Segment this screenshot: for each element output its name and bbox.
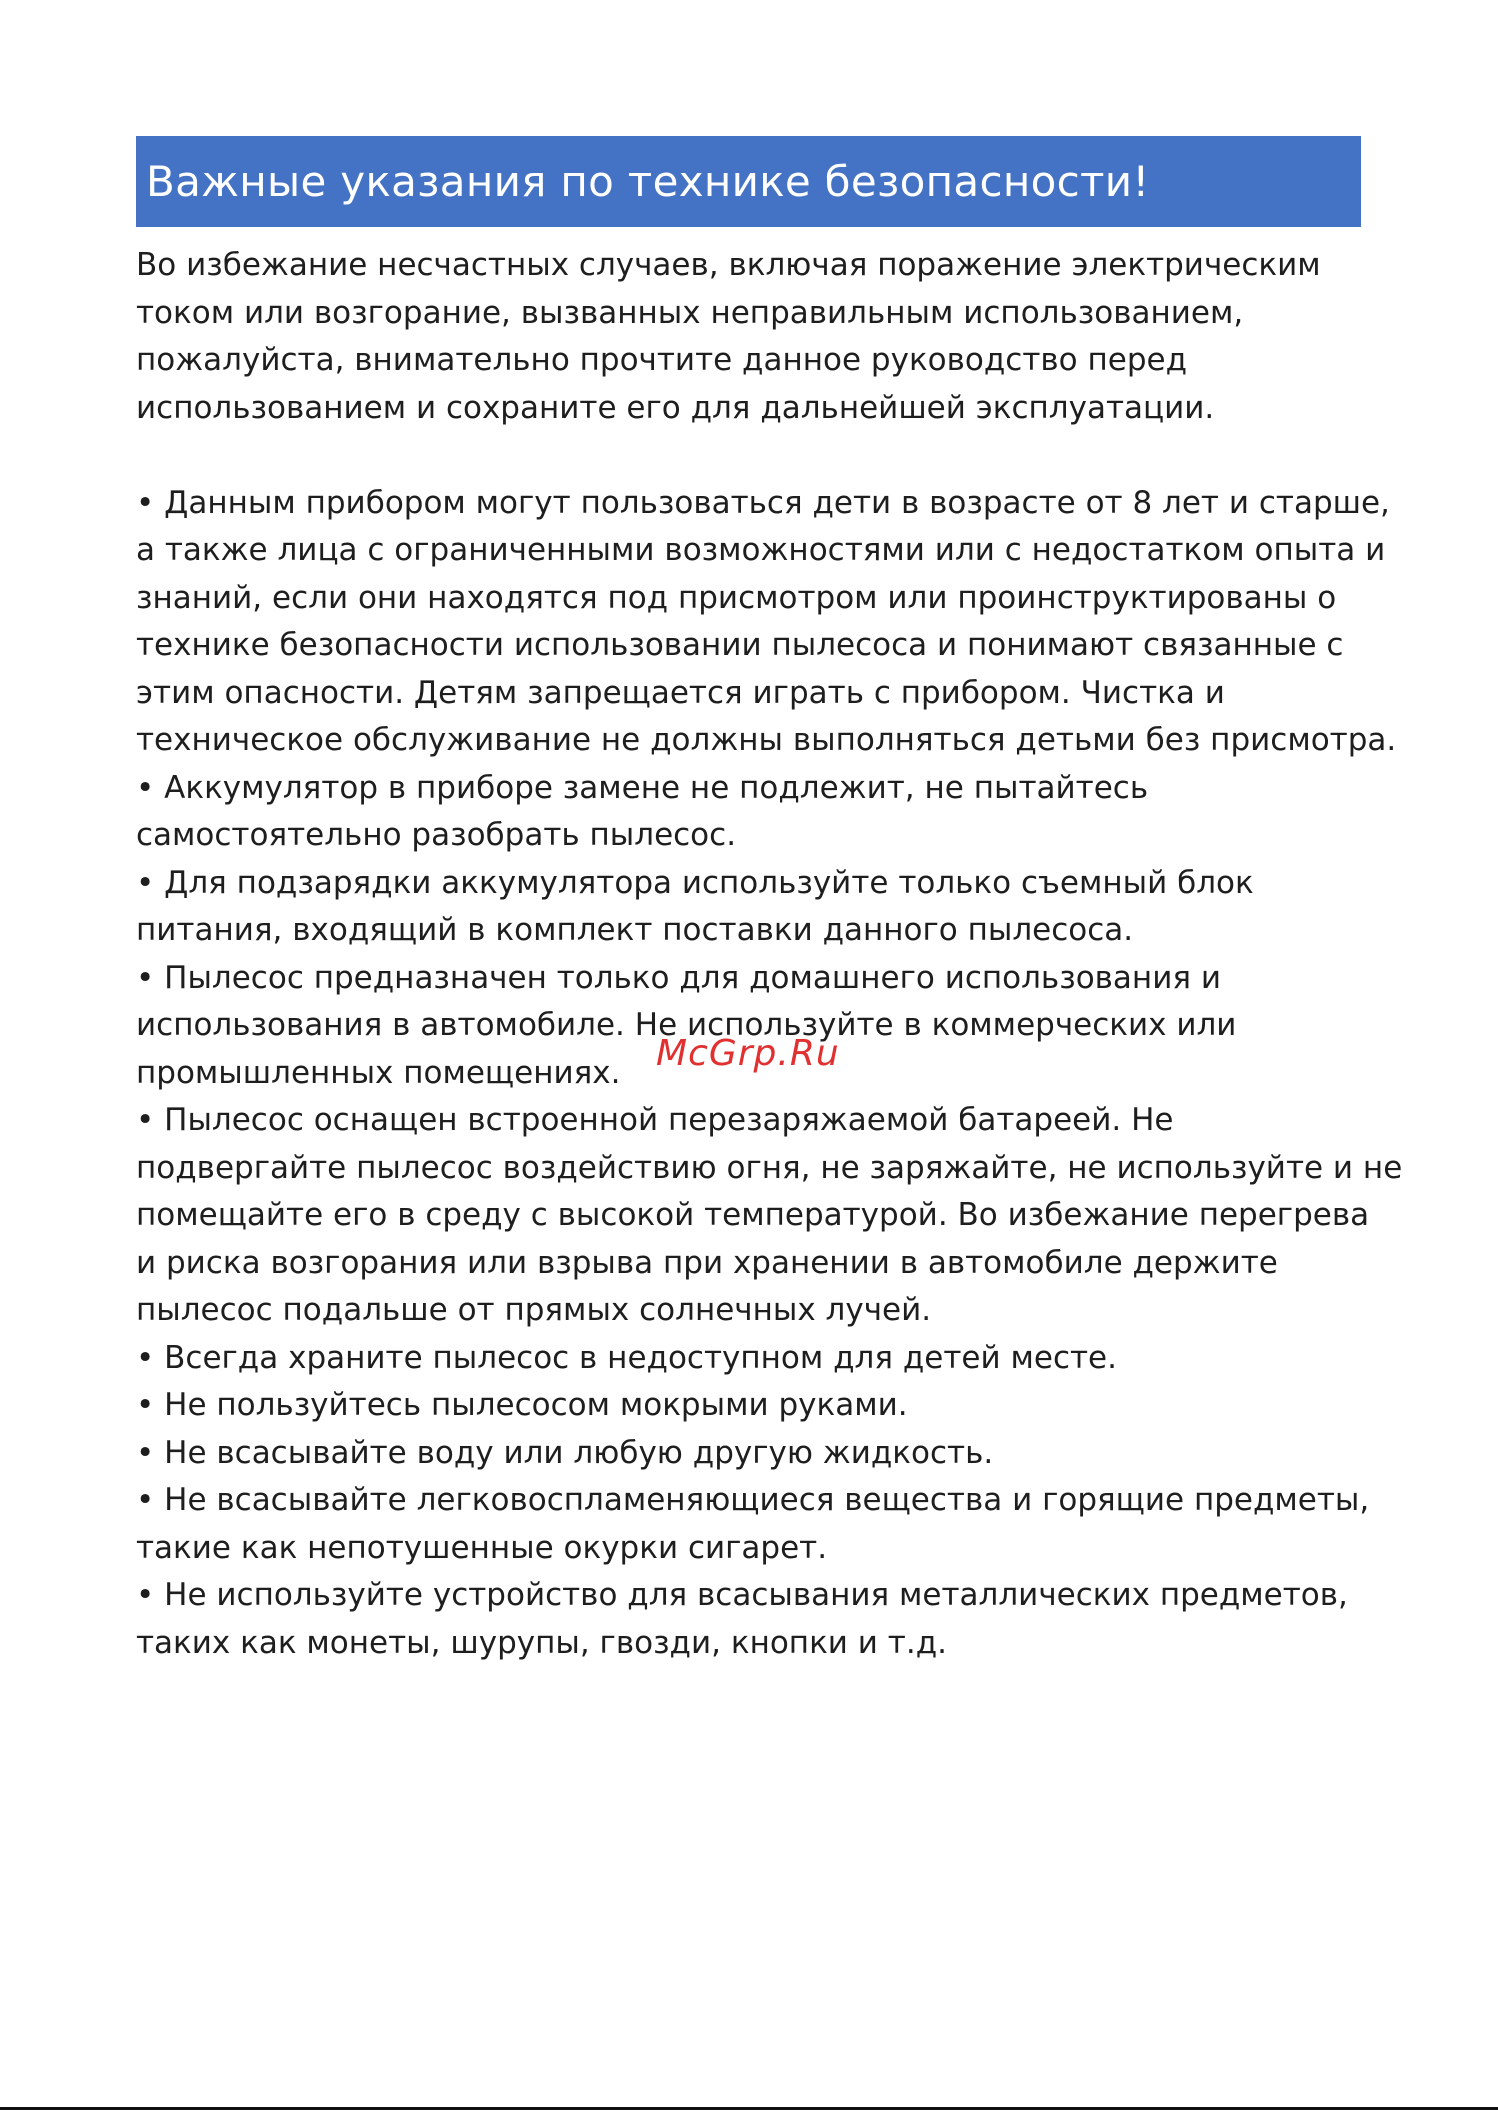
intro-line: пожалуйста, внимательно прочтите данное руководство перед <box>136 342 1188 378</box>
bullet-line: технике безопасности использовании пылесоса и понимают связанные с <box>136 627 1344 663</box>
bullet-line: подвергайте пылесос воздействию огня, не заряжайте, не используйте и не <box>136 1149 1403 1186</box>
bullet-line: самостоятельно разобрать пылесос. <box>136 817 737 853</box>
bullet-line: • Пылесос оснащен встроенной перезаряжаемой батареей. Не <box>136 1102 1174 1138</box>
bullet-line: техническое обслуживание не должны выполняться детьми без присмотра. <box>136 722 1397 758</box>
bullet-line: а также лица с ограниченными возможностями или с недостатком опыта и <box>136 532 1386 568</box>
bullet-line: • Пылесос предназначен только для домашнего использования и <box>136 959 1221 996</box>
bullet-line: знаний, если они находятся под присмотром или проинструктированы о <box>136 579 1337 616</box>
intro-line: Во избежание несчастных случаев, включая поражение электрическим <box>136 247 1321 283</box>
bullet-line: • Для подзарядки аккумулятора используйте только съемный блок <box>136 864 1254 901</box>
watermark-text: McGrp.Ru <box>656 1033 840 1074</box>
safety-text-body <box>136 242 1403 1667</box>
bullet-line: • Не используйте устройство для всасывания металлических предметов, <box>136 1577 1348 1613</box>
section-title: Важные указания по технике безопасности! <box>146 156 1150 206</box>
bullet-line: • Не всасывайте воду или любую другую жидкость. <box>136 1434 994 1471</box>
bullet-line: • Аккумулятор в приборе замене не подлежит, не пытайтесь <box>136 769 1149 806</box>
intro-line: током или возгорание, вызванных неправильным использованием, <box>136 294 1244 331</box>
bullet-line: • Не всасывайте легковоспламеняющиеся вещества и горящие предметы, <box>136 1482 1370 1518</box>
section-header-bar <box>136 136 1361 227</box>
bullet-line: • Не пользуйтесь пылесосом мокрыми руками. <box>136 1387 908 1423</box>
bullet-line: • Данным прибором могут пользоваться дети в возрасте от 8 лет и старше, <box>136 484 1390 521</box>
bullet-line: питания, входящий в комплект поставки данного пылесоса. <box>136 912 1134 948</box>
bullet-line: использования в автомобиле. Не используйте в коммерческих или <box>136 1007 1237 1043</box>
bullet-line: этим опасности. Детям запрещается играть с прибором. Чистка и <box>136 674 1225 711</box>
bullet-line: помещайте его в среду с высокой температурой. Во избежание перегрева <box>136 1197 1370 1233</box>
bullet-line: такие как непотушенные окурки сигарет. <box>136 1529 828 1566</box>
paragraph-spacer <box>136 432 1386 480</box>
bullet-line: пылесос подальше от прямых солнечных лучей. <box>136 1292 932 1328</box>
bullet-line: промышленных помещениях. <box>136 1054 621 1091</box>
bullet-line: таких как монеты, шурупы, гвозди, кнопки и т.д. <box>136 1624 947 1661</box>
intro-line: использованием и сохраните его для дальнейшей эксплуатации. <box>136 389 1215 426</box>
bullet-line: • Всегда храните пылесос в недоступном для детей месте. <box>136 1339 1117 1376</box>
bullet-line: и риска возгорания или взрыва при хранении в автомобиле держите <box>136 1244 1278 1281</box>
